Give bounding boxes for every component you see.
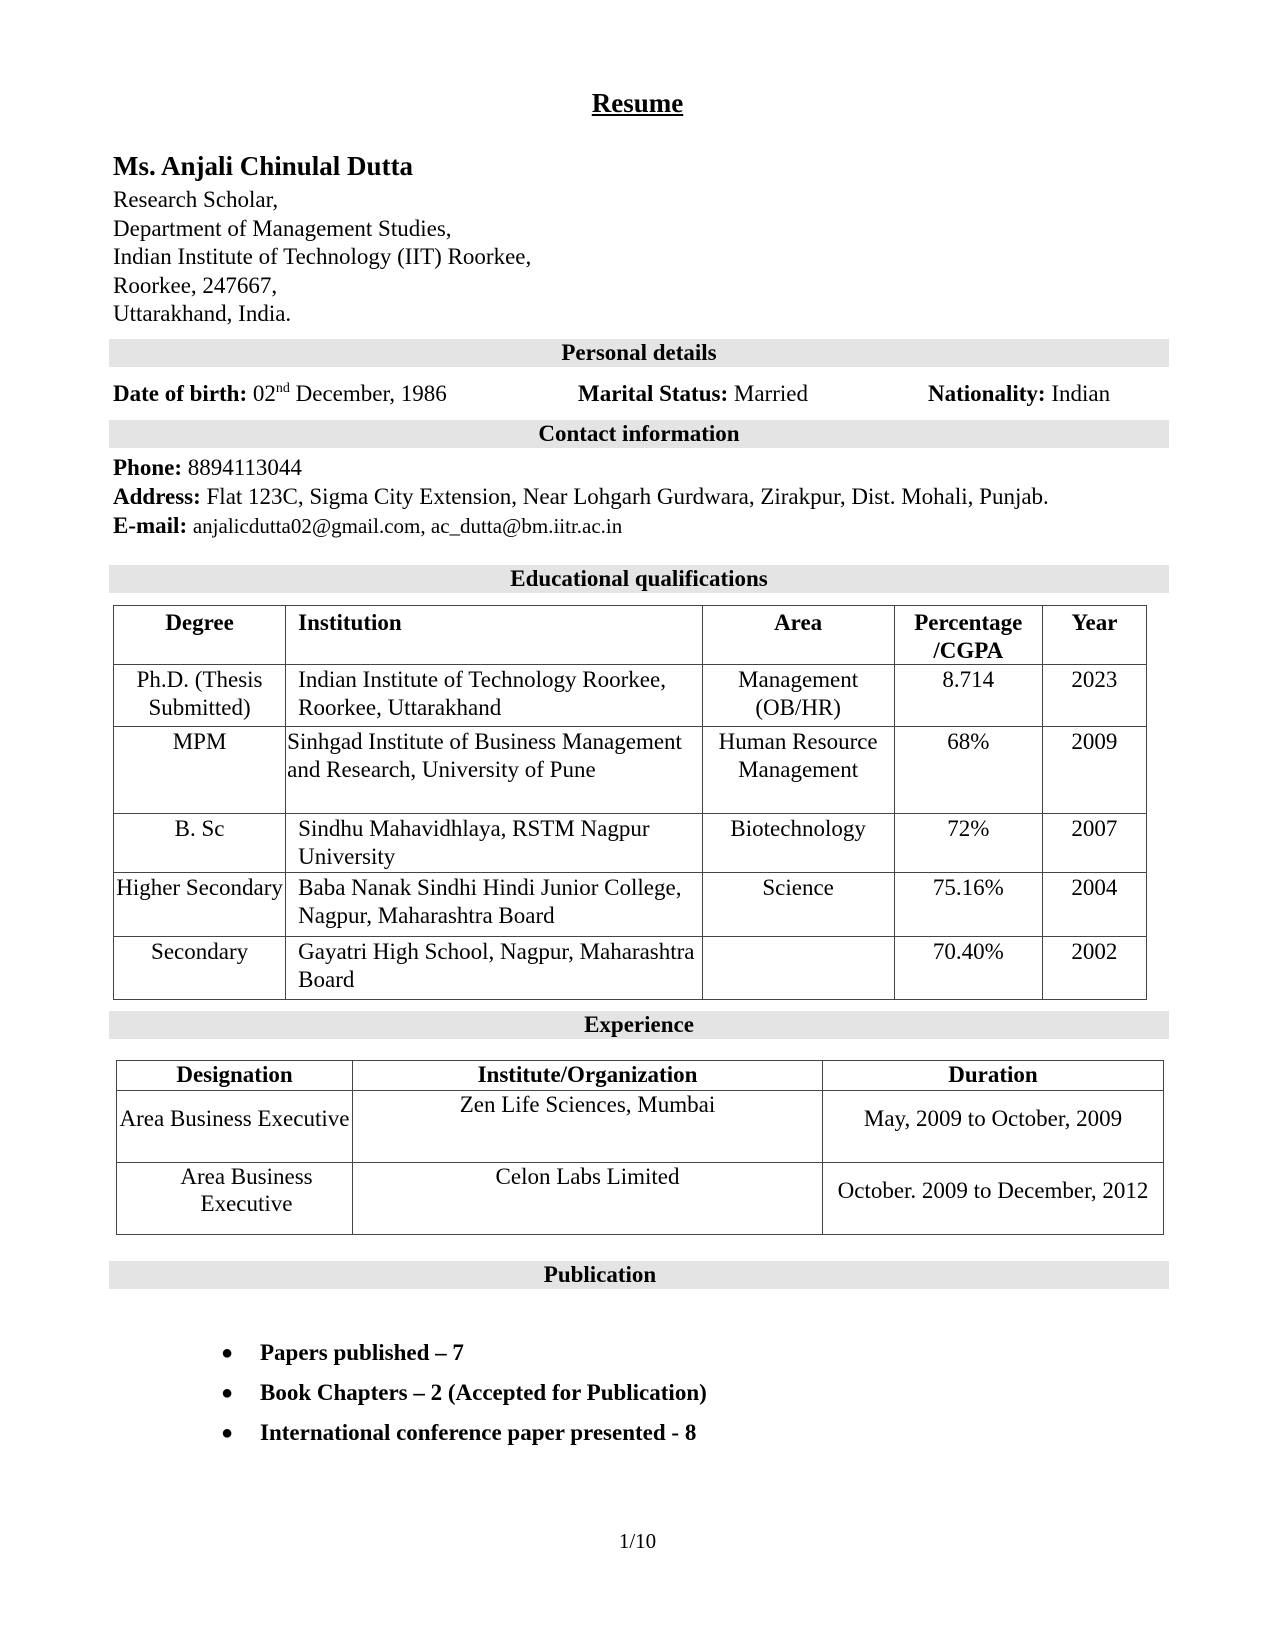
column-header: Designation: [117, 1061, 353, 1091]
year-cell: 2007: [1042, 814, 1146, 873]
section-title: Publication: [543, 1262, 657, 1287]
section-title: Personal details: [561, 340, 717, 365]
candidate-name: Ms. Anjali Chinulal Dutta: [113, 151, 414, 181]
degree-cell: Ph.D. (Thesis Submitted): [114, 665, 286, 727]
dob-label: Date of birth:: [113, 381, 248, 406]
dob-ordinal-suffix: nd: [275, 381, 290, 396]
section-title: Experience: [584, 1012, 694, 1037]
list-item: [213, 1418, 707, 1458]
column-header: Institution: [286, 606, 702, 665]
score-cell: 75.16%: [894, 873, 1042, 937]
table-row: [117, 1163, 1164, 1235]
year-cell: 2009: [1042, 727, 1146, 814]
score-cell: 70.40%: [894, 937, 1042, 1000]
email-value: anjalicdutta02@gmail.com, ac_dutta@bm.iitr.ac.in: [192, 514, 623, 538]
organization-cell: Celon Labs Limited: [353, 1163, 823, 1235]
list-item: [213, 1378, 707, 1418]
publication-list: [213, 1338, 707, 1458]
column-header: Year: [1042, 606, 1146, 665]
score-cell: 8.714: [894, 665, 1042, 727]
marital-label: Marital Status:: [578, 381, 729, 406]
section-title: Contact information: [538, 421, 740, 446]
institution-cell: Sindhu Mahavidhlaya, RSTM Nagpur University: [286, 814, 702, 873]
area-cell: Management (OB/HR): [702, 665, 894, 727]
document-title: Resume: [591, 88, 684, 118]
year-cell: 2023: [1042, 665, 1146, 727]
column-header: Degree: [114, 606, 286, 665]
table-row: [117, 1091, 1164, 1163]
column-header: Institute/Organization: [353, 1061, 823, 1091]
contact-address-value: Flat 123C, Sigma City Extension, Near Lohgarh Gurdwara, Zirakpur, Dist. Mohali, Punjab.: [206, 484, 1049, 509]
bullet-icon: ●: [221, 1422, 234, 1444]
postal-address: [113, 186, 531, 329]
column-header: Area: [702, 606, 894, 665]
section-header-experience: [109, 1011, 1169, 1039]
institution-cell: Gayatri High School, Nagpur, Maharashtra Board: [286, 937, 702, 1000]
nationality-label: Nationality:: [928, 381, 1046, 406]
bullet-icon: ●: [221, 1342, 234, 1364]
nationality: [928, 381, 1110, 407]
degree-cell: MPM: [114, 727, 286, 814]
experience-table: [116, 1060, 1164, 1235]
address-line: Indian Institute of Technology (IIT) Roorkee,: [113, 244, 532, 270]
phone-value: 8894113044: [187, 455, 302, 480]
email-label: E-mail:: [113, 513, 188, 538]
duration-cell: October. 2009 to December, 2012: [823, 1163, 1164, 1235]
address-line: Department of Management Studies,: [113, 215, 452, 241]
organization-cell: Zen Life Sciences, Mumbai: [353, 1091, 823, 1163]
address-line-contact: [113, 482, 1049, 511]
column-header: Duration: [823, 1061, 1164, 1091]
publication-text: International conference paper presented - 8: [260, 1420, 697, 1445]
marital-status: [578, 381, 808, 407]
address-line: Uttarakhand, India.: [113, 301, 292, 327]
nationality-value: Indian: [1051, 381, 1111, 406]
section-title: Educational qualifications: [510, 566, 768, 591]
area-cell: Human Resource Management: [702, 727, 894, 814]
page-number: 1/10: [618, 1529, 657, 1553]
score-cell: 72%: [894, 814, 1042, 873]
table-row: [114, 873, 1147, 937]
duration-cell: May, 2009 to October, 2009: [823, 1091, 1164, 1163]
table-row: [114, 814, 1147, 873]
column-header: Percentage /CGPA: [894, 606, 1042, 665]
institution-cell: Indian Institute of Technology Roorkee, Roorkee, Uttarakhand: [286, 665, 702, 727]
table-row: [114, 665, 1147, 727]
area-cell: Science: [702, 873, 894, 937]
education-table: [113, 605, 1147, 1000]
section-header-education: [109, 565, 1169, 593]
section-header-personal: [109, 339, 1169, 367]
table-row: [114, 727, 1147, 814]
table-header-row: [117, 1061, 1164, 1091]
bullet-icon: ●: [221, 1382, 234, 1404]
area-cell: [702, 937, 894, 1000]
dob-day: 02: [252, 381, 276, 406]
contact-address-label: Address:: [113, 484, 201, 509]
designation-cell: Area Business Executive: [117, 1091, 353, 1163]
table-header-row: [114, 606, 1147, 665]
address-line: Research Scholar,: [113, 187, 279, 212]
date-of-birth: [113, 381, 447, 407]
degree-cell: B. Sc: [114, 814, 286, 873]
area-cell: Biotechnology: [702, 814, 894, 873]
section-header-publication-tail: [1091, 1261, 1169, 1289]
table-row: [114, 937, 1147, 1000]
score-cell: 68%: [894, 727, 1042, 814]
phone-label: Phone:: [113, 455, 182, 480]
list-item: [213, 1338, 707, 1378]
email-line: [113, 511, 1049, 541]
dob-rest: December, 1986: [295, 381, 447, 406]
institution-cell: Baba Nanak Sindhi Hindi Junior College, Nagpur, Maharashtra Board: [286, 873, 702, 937]
section-header-contact: [109, 420, 1169, 448]
section-header-publication: [109, 1261, 1091, 1289]
phone-line: [113, 453, 1049, 482]
degree-cell: Higher Secondary: [114, 873, 286, 937]
publication-text: Papers published – 7: [260, 1340, 464, 1365]
marital-value: Married: [733, 381, 808, 406]
year-cell: 2002: [1042, 937, 1146, 1000]
address-line: Roorkee, 247667,: [113, 272, 278, 298]
publication-text: Book Chapters – 2 (Accepted for Publication): [260, 1380, 707, 1405]
degree-cell: Secondary: [114, 937, 286, 1000]
institution-cell: Sinhgad Institute of Business Management and Research, University of Pune: [286, 727, 702, 814]
designation-cell: Area Business Executive: [117, 1163, 353, 1235]
contact-information: [113, 453, 1049, 541]
year-cell: 2004: [1042, 873, 1146, 937]
